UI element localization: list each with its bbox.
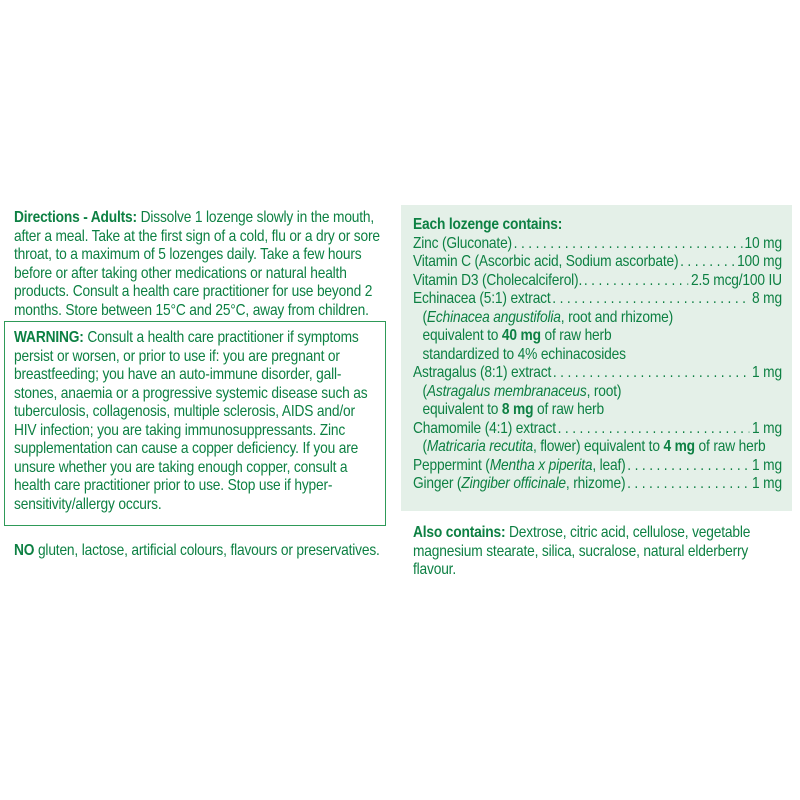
dot-leader [558,420,750,439]
ingredient-name [422,438,765,455]
text-fragment: equivalent to [422,401,502,418]
text-fragment: ( [422,308,427,326]
ingredient-row [413,253,782,272]
ingredient-amount: 1 mg [752,475,782,492]
dot-leader [514,235,742,254]
ingredient-detail-row [413,327,782,346]
text-fragment: , rhizome) [565,475,626,492]
dot-leader [627,457,749,476]
text-fragment: 40 mg [501,327,541,344]
ingredient-list [413,235,782,494]
warning-box [4,321,386,526]
text-fragment: Zinc (Gluconate) [413,234,512,252]
left-column [4,209,389,561]
text-fragment: Vitamin D3 (Cholecalciferol). [413,271,583,289]
ingredient-row [413,235,782,254]
ingredient-amount: 1 mg [752,364,782,381]
dot-leader [627,475,749,494]
right-column [401,205,792,580]
text-fragment: of raw herb [540,327,612,344]
ingredient-name [422,346,625,363]
ingredient-amount: 2.5 mcg/100 IU [691,271,782,289]
ingredient-detail-row [413,309,782,328]
ingredient-amount: 8 mg [752,290,782,307]
ingredient-name [413,364,551,383]
text-fragment: 8 mg [501,401,534,418]
text-fragment: , root) [586,382,622,400]
ingredient-amount: 10 mg [744,234,782,252]
ingredient-row [413,272,782,291]
text-fragment: Astragalus (8:1) extract [413,364,552,381]
ingredient-name [413,253,678,272]
ingredient-name [413,475,625,494]
ingredient-row [413,420,782,439]
ingredient-name [413,420,556,439]
ingredient-amount: 1 mg [752,456,782,474]
directions-text: Dissolve 1 lozenge slowly in the mouth, after a meal. Take at the first sign of a cold, flu or a dry or sore throat, to a maximum of 5 lozenges daily. Take a few hours before or after taking other medications or natural health products. Consult a health care practitioner for use beyond 2 months. Store between 15°C and 25°C, away from children. [14,209,380,319]
text-fragment: , leaf) [592,456,626,474]
ingredient-detail-row [413,383,782,402]
ingredient-detail-row [413,438,782,457]
also-contains-paragraph [413,524,792,580]
dot-leader [584,272,689,291]
text-fragment: standardized to 4% echinacosides [422,345,626,363]
text-fragment: 4 mg [663,438,695,455]
text-fragment: Echinacea (5:1) extract [413,290,551,307]
ingredient-amount: 1 mg [752,419,782,437]
no-additives-text: gluten, lactose, artificial colours, flavours or preservatives. [34,542,380,559]
dot-leader [553,364,750,383]
text-fragment: Zingiber officinale [461,475,566,492]
no-additives-statement [14,542,389,561]
warning-text: Consult a health care practitioner if symptoms persist or worsen, or prior to use if: you are pregnant or breastfeeding; you have an auto-immune disorder, gall-stones, anaemia or a progressive systemic disease such as tuberculosis, collagenosis, multiple sclerosis, AIDS and/or HIV infection; you are taking immunosuppressants. Zinc supplementation can cause a copper deficiency. If you are unsure whether you are taking enough copper, consult a health care practitioner prior to use. Stop use if hyper-sensitivity/allergy occurs. [14,329,368,513]
ingredient-name [413,235,512,254]
also-contains-text: Dextrose, citric acid, cellulose, vegetable magnesium stearate, silica, sucralose, natural elderberry flavour. [413,524,751,578]
supplement-facts-panel [401,205,792,511]
dot-leader [552,290,749,309]
directions-heading: Directions - Adults: [14,209,137,226]
ingredient-name [413,457,626,476]
dot-leader [680,253,734,272]
text-fragment: Echinacea angustifolia [426,308,561,326]
also-contains-lead: Also contains: [413,524,506,541]
text-fragment: Matricaria recutita [426,438,533,455]
ingredient-name [413,290,551,309]
ingredient-name [422,327,611,344]
ingredient-name [422,401,603,418]
ingredient-name [422,383,621,400]
text-fragment: Ginger ( [413,475,462,492]
no-additives-lead: NO [14,542,35,559]
text-fragment: , flower) equivalent to [532,438,664,455]
text-fragment: ( [422,438,427,455]
ingredient-amount: 100 mg [737,253,782,270]
text-fragment: equivalent to [422,327,502,344]
ingredient-row [413,457,782,476]
ingredient-row [413,290,782,309]
text-fragment: ( [422,382,427,400]
warning-heading: WARNING: [14,329,84,346]
text-fragment: , root and rhizome) [560,308,674,326]
ingredient-row [413,475,782,494]
text-fragment: Peppermint ( [413,456,490,474]
text-fragment: Mentha x piperita [489,456,593,474]
text-fragment: Chamomile (4:1) extract [413,419,556,437]
text-fragment: Astragalus membranaceus [426,382,587,400]
panel-heading: Each lozenge contains: [413,216,563,233]
text-fragment: of raw herb [694,438,766,455]
ingredient-row [413,364,782,383]
text-fragment: of raw herb [533,401,604,418]
ingredient-detail-row [413,346,782,365]
ingredient-detail-row [413,401,782,420]
directions-paragraph [14,209,389,320]
ingredient-name [422,309,673,326]
text-fragment: Vitamin C (Ascorbic acid, Sodium ascorbate) [413,253,679,270]
ingredient-name [413,272,582,291]
